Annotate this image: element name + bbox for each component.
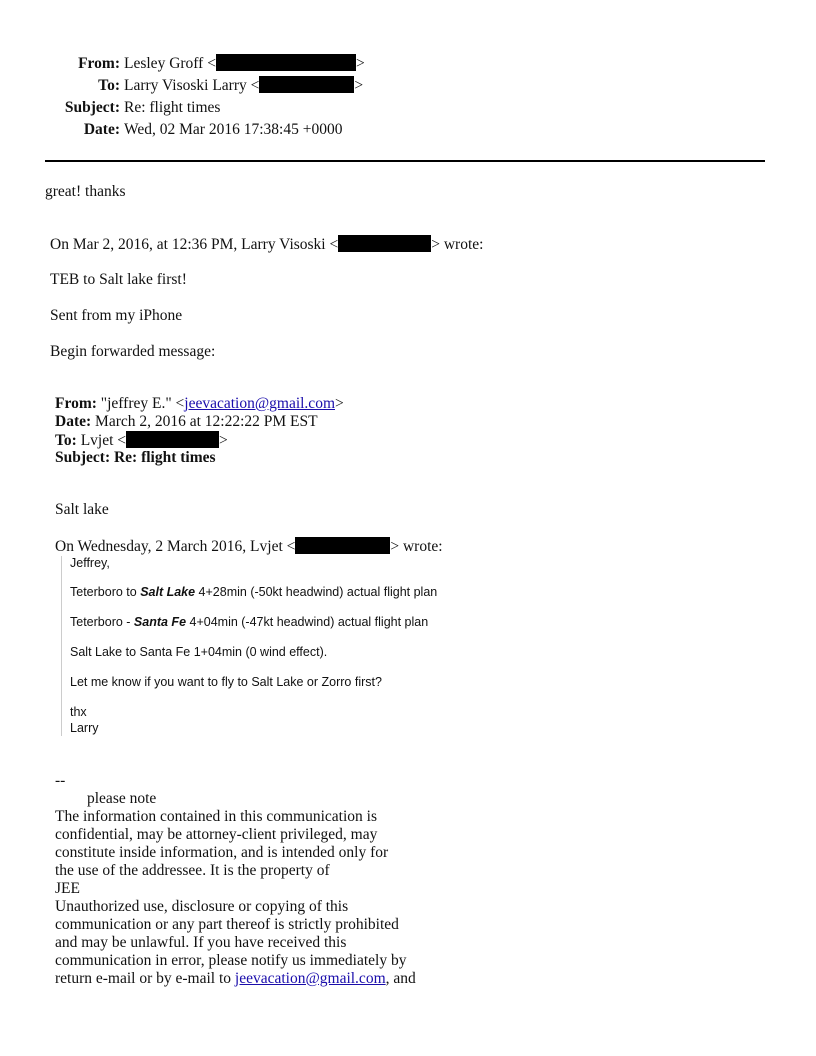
q1a: Teterboro to	[70, 585, 141, 599]
quoted-name: Larry	[70, 721, 99, 735]
redaction-block	[295, 537, 390, 554]
redaction-block	[126, 431, 219, 448]
fwd-to-label: To:	[55, 432, 77, 449]
from-close: >	[355, 55, 365, 72]
sig-line: constitute inside information, and is intended only for	[55, 844, 389, 861]
date-value: Wed, 02 Mar 2016 17:38:45 +0000	[124, 121, 343, 138]
redaction-block	[259, 76, 354, 93]
sig-line: The information contained in this communication is	[55, 808, 377, 825]
sig-line: JEE	[55, 880, 80, 897]
forwarded-header	[55, 395, 344, 467]
q1c: 4+28min (-50kt headwind) actual flight plan	[195, 585, 438, 599]
from-name: Lesley Groff <	[124, 55, 216, 72]
fwd-subject-value: Re: flight times	[113, 449, 216, 466]
fwd-to-row	[55, 431, 344, 449]
fwd-from-value: "jeffrey E." <	[100, 395, 185, 412]
header-date-row	[0, 119, 400, 141]
to-value	[124, 75, 363, 97]
header-to-row	[0, 75, 400, 97]
fwd-subject-label: Subject:	[55, 449, 111, 466]
quoted-line-4: Let me know if you want to fly to Salt Lake or Zorro first?	[70, 675, 382, 689]
fwd-from-row	[55, 395, 344, 413]
sig-last-prefix: return e-mail or by e-mail to	[55, 970, 235, 987]
email-header	[0, 53, 400, 141]
quoted-line-3: Salt Lake to Santa Fe 1+04min (0 wind effect).	[70, 645, 328, 659]
sig-last-suffix: , and	[385, 970, 416, 987]
salt-lake-line: Salt lake	[55, 501, 109, 518]
fwd-date-row	[55, 413, 344, 431]
quoted-line-salt-lake	[70, 585, 437, 599]
redaction-block	[338, 235, 431, 252]
signature-disclaimer	[55, 772, 475, 988]
on-line-suffix: > wrote:	[431, 236, 484, 253]
fwd-date-label: Date:	[55, 413, 92, 430]
sig-line: confidential, may be attorney-client privileged, may	[55, 826, 378, 843]
q2a: Teterboro -	[70, 615, 134, 629]
sig-dashes: --	[55, 772, 66, 789]
sig-line: communication in error, please notify us immediately by	[55, 952, 407, 969]
on-line-prefix: On Mar 2, 2016, at 12:36 PM, Larry Visoski <	[50, 236, 339, 253]
subject-value: Re: flight times	[124, 99, 221, 116]
sig-line: Unauthorized use, disclosure or copying of this	[55, 898, 349, 915]
fwd-to-suffix: >	[219, 432, 228, 449]
sig-last-line	[55, 970, 475, 988]
sig-email-link[interactable]: jeevacation@gmail.com	[234, 970, 386, 987]
fwd-to-value: Lvjet <	[80, 432, 127, 449]
quoted-greeting: Jeffrey,	[70, 556, 110, 570]
subject-label: Subject:	[64, 99, 120, 116]
q2b: Santa Fe	[133, 615, 187, 629]
fwd-from-email-link[interactable]: jeevacation@gmail.com	[184, 395, 335, 412]
q1b: Salt Lake	[140, 585, 196, 599]
begin-forwarded-line: Begin forwarded message:	[50, 343, 216, 360]
fwd-subject-row	[55, 449, 344, 467]
header-subject-row	[0, 97, 400, 119]
quoted-thx: thx	[70, 705, 87, 719]
on-wed-prefix: On Wednesday, 2 March 2016, Lvjet <	[55, 538, 296, 555]
sig-line: communication or any part thereof is strictly prohibited	[55, 916, 399, 933]
fwd-from-suffix: >	[335, 395, 344, 412]
sig-line: the use of the addressee. It is the property of	[55, 862, 330, 879]
fwd-from-label: From:	[55, 395, 97, 412]
sent-from-line: Sent from my iPhone	[50, 307, 183, 324]
sig-line: and may be unlawful. If you have received this	[55, 934, 347, 951]
from-label: From:	[78, 55, 120, 72]
on-wednesday-line	[55, 537, 443, 556]
fwd-date-value: March 2, 2016 at 12:22:22 PM EST	[95, 413, 318, 430]
header-divider	[45, 160, 765, 162]
header-from-row	[0, 53, 400, 75]
date-label: Date:	[83, 121, 120, 138]
quoted-line-santa-fe	[70, 615, 428, 629]
on-line	[50, 235, 483, 254]
to-label: To:	[98, 77, 120, 94]
from-value	[124, 53, 365, 75]
redaction-block	[216, 54, 356, 71]
on-wed-suffix: > wrote:	[390, 538, 443, 555]
to-name: Larry Visoski Larry <	[124, 77, 260, 94]
teb-line: TEB to Salt lake first!	[50, 271, 187, 288]
q2c: 4+04min (-47kt headwind) actual flight plan	[186, 615, 429, 629]
to-close: >	[354, 77, 364, 94]
sig-please-note: please note	[87, 790, 157, 807]
reply-text: great! thanks	[45, 183, 126, 200]
quoted-message	[61, 556, 509, 736]
